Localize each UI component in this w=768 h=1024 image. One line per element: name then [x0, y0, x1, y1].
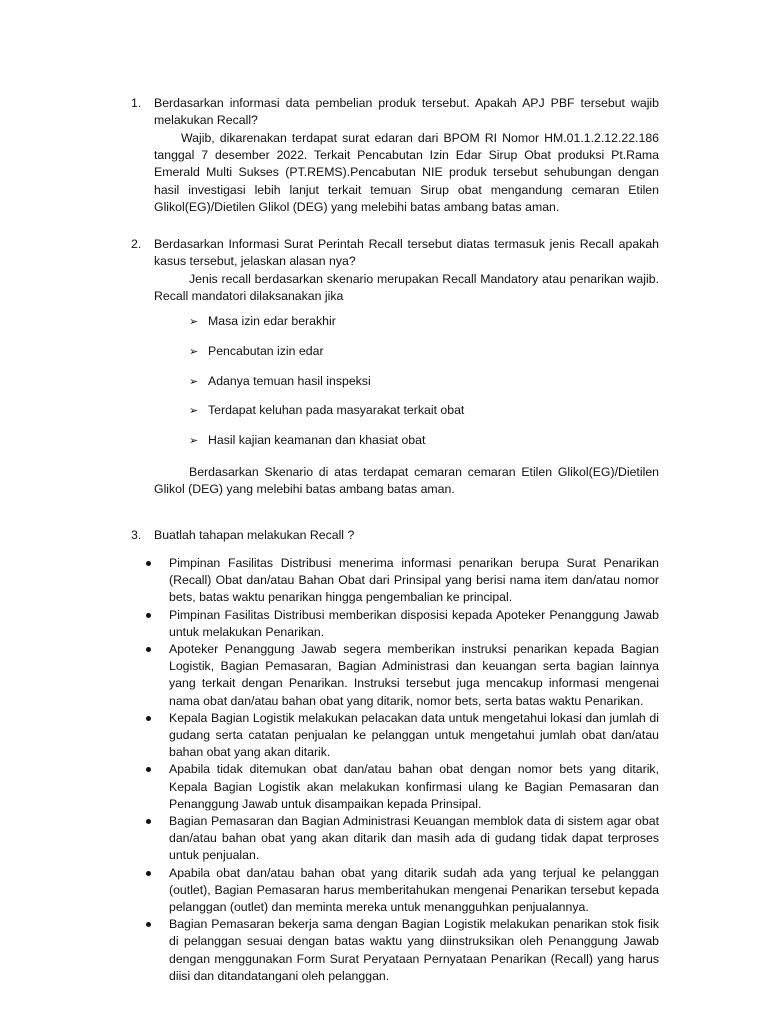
- arrow-bullet-icon: ➢: [189, 346, 199, 358]
- bullet-dot-icon: [146, 561, 151, 566]
- list-item-text: Terdapat keluhan pada masyarakat terkait obat: [208, 403, 465, 417]
- q1-question: Berdasarkan informasi data pembelian produk tersebut. Apakah APJ PBF tersebut wajib melakukan Recall?: [154, 96, 659, 128]
- bullet-dot-icon: [146, 819, 151, 824]
- q2-conclusion: Berdasarkan Skenario di atas terdapat cemaran cemaran Etilen Glikol(EG)/Dietilen Glikol (DEG) yang melebihi batas ambang batas aman.: [154, 465, 659, 497]
- list-item-text: Masa izin edar berakhir: [208, 314, 336, 328]
- bullet-dot-icon: [146, 716, 151, 721]
- q1-answer: Wajib, dikarenakan terdapat surat edaran dari BPOM RI Nomor HM.01.1.2.12.22.186 tanggal 7 desember 2022. Terkait Pencabutan Izin Edar Sirup Obat produksi Pt.Rama Emerald Multi Sukses (PT.REMS).Pencabutan NIE produk tersebut sehubungan dengan hasil investigasi lebih lanjut terkait temuan Sirup obat mengandung cemaran Etilen Glikol(EG)/Dietilen Glikol (DEG) yang melebihi batas ambang batas aman.: [154, 131, 659, 214]
- list-item: [189, 343, 324, 361]
- bullet-dot-icon: [146, 922, 151, 927]
- q3-number: 3.: [131, 528, 142, 542]
- q2-number: 2.: [131, 237, 142, 251]
- list-item: Bagian Pemasaran bekerja sama dengan Bagian Logistik melakukan penarikan stok fisik di pelanggan sesuai dengan batas waktu yang diinstruksikan oleh Penanggung Jawab dengan menggunakan Form Surat Peryataan Pernyataan Penarikan (Recall) yang harus diisi dan ditandatangani oleh pelanggan.: [145, 916, 670, 985]
- bullet-dot-icon: [146, 767, 151, 772]
- list-item: [189, 373, 371, 391]
- bullet-dot-icon: [146, 647, 151, 652]
- list-item: Apabila tidak ditemukan obat dan/atau bahan obat dengan nomor bets yang ditarik, Kepala Bagian Logistik akan melakukan konfirmasi ulang ke Bagian Pemasaran dan Penanggung Jawab untuk disampaikan kepada Prinsipal.: [145, 761, 670, 813]
- list-item: [189, 432, 425, 450]
- q3-question: Buatlah tahapan melakukan Recall ?: [154, 528, 355, 542]
- list-item: Bagian Pemasaran dan Bagian Administrasi Keuangan memblok data di sistem agar obat dan/atau bahan obat yang akan ditarik dan masih ada di gudang tidak dapat terproses untuk penjualan.: [145, 813, 670, 865]
- list-item: Pimpinan Fasilitas Distribusi memberikan disposisi kepada Apoteker Penanggung Jawab untuk melakukan Penarikan.: [145, 607, 670, 641]
- list-item: Apoteker Penanggung Jawab segera memberikan instruksi penarikan kepada Bagian Logistik, Bagian Pemasaran, Bagian Administrasi dan keuangan serta bagian lainnya yang terkait dengan Penarikan. Instruksi tersebut juga mencakup informasi mengenai nama obat dan/atau bahan obat yang ditarik, nomor bets, serta batas waktu Penarikan.: [145, 641, 670, 710]
- list-item: Pimpinan Fasilitas Distribusi menerima informasi penarikan berupa Surat Penarikan (Recall) Obat dan/atau Bahan Obat dari Prinsipal yang berisi nama item dan/atau nomor bets, batas waktu penarikan hingga pengembalian ke principal.: [145, 555, 670, 607]
- q1-number: 1.: [131, 96, 142, 110]
- bullet-dot-icon: [146, 613, 151, 618]
- list-item: Apabila obat dan/atau bahan obat yang ditarik sudah ada yang terjual ke pelanggan (outlet), Bagian Pemasaran harus memberitahukan mengenai Penarikan tersebut kepada pelanggan (outlet) dan meminta mereka untuk menangguhkan penjualannya.: [145, 865, 670, 917]
- arrow-bullet-icon: ➢: [189, 376, 199, 388]
- arrow-bullet-icon: ➢: [189, 316, 199, 328]
- list-item: [189, 402, 464, 420]
- list-item: Kepala Bagian Logistik melakukan pelacakan data untuk mengetahui lokasi dan jumlah di gudang serta catatan penjualan ke pelanggan untuk mengetahui jumlah obat dan/atau bahan obat yang akan ditarik.: [145, 710, 670, 762]
- q2-answer: Jenis recall berdasarkan skenario merupakan Recall Mandatory atau penarikan wajib. Recall mandatori dilaksanakan jika: [154, 272, 659, 304]
- arrow-bullet-icon: ➢: [189, 405, 199, 417]
- q2-question: Berdasarkan Informasi Surat Perintah Recall tersebut diatas termasuk jenis Recall apakah kasus tersebut, jelaskan alasan nya?: [154, 237, 659, 269]
- list-item-text: Adanya temuan hasil inspeksi: [208, 374, 371, 388]
- arrow-bullet-icon: ➢: [189, 435, 199, 447]
- list-item-text: Pencabutan izin edar: [208, 344, 324, 358]
- list-item-text: Hasil kajian keamanan dan khasiat obat: [208, 433, 426, 447]
- list-item: [189, 313, 336, 331]
- bullet-dot-icon: [146, 871, 151, 876]
- recall-steps-list: [145, 555, 670, 985]
